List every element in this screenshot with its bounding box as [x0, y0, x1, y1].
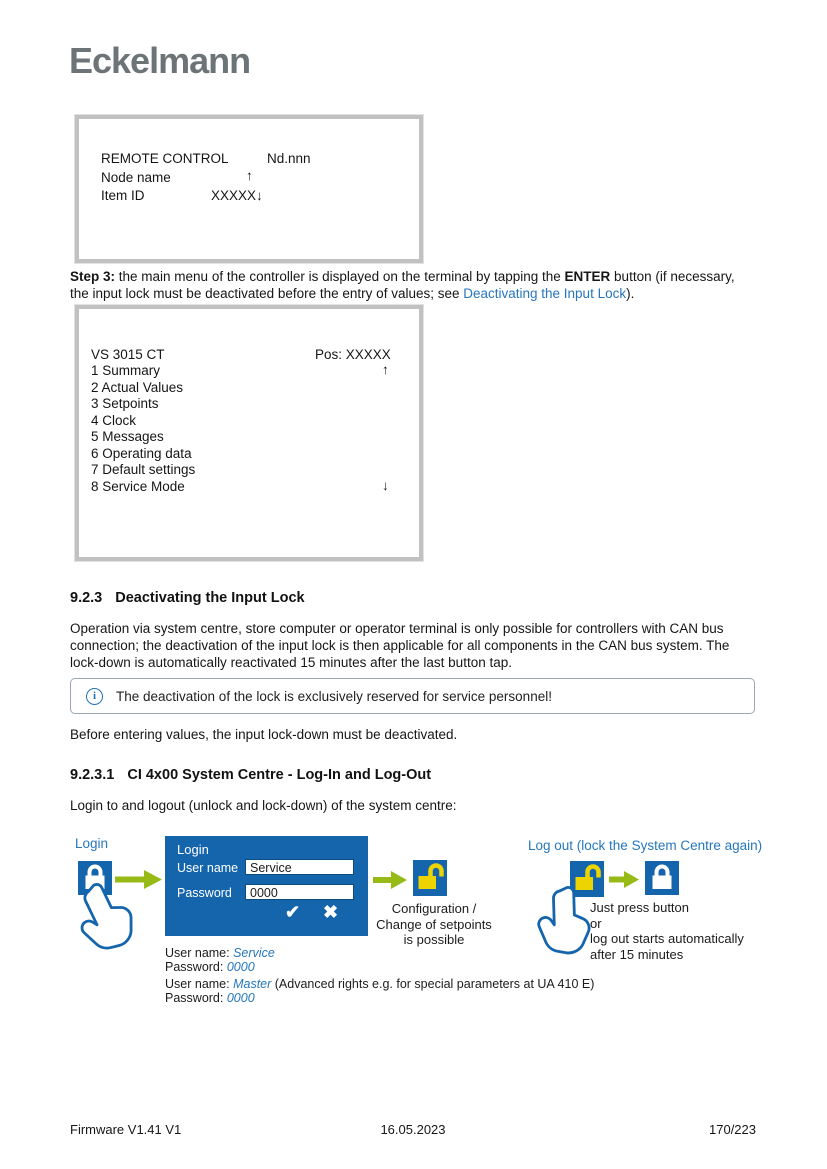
credential-label: Password:	[165, 991, 227, 1005]
menu-item: 1 Summary	[91, 363, 161, 378]
credential-label: User name:	[165, 946, 234, 960]
credential-suffix: (Advanced rights e.g. for special parameters at UA 410 E)	[271, 977, 595, 991]
credential-value: 0000	[226, 960, 255, 974]
section-number: 9.2.3.1	[70, 767, 115, 783]
section-heading-9231	[70, 767, 431, 783]
password-field: 0000	[245, 884, 354, 900]
before-entering-note: Before entering values, the input lock-down must be deactivated.	[70, 727, 458, 742]
caption-line: Just press button	[590, 900, 689, 915]
node-value: Nd.nnn	[267, 151, 311, 166]
menu-item: 4 Clock	[91, 413, 137, 428]
step3-label: Step 3:	[70, 269, 116, 284]
caption-line: is possible	[403, 932, 465, 947]
enter-key-label: ENTER	[564, 269, 611, 284]
credential-label: User name:	[165, 977, 234, 991]
credential-label: Password:	[165, 960, 227, 974]
node-name-label: Node name	[101, 170, 171, 185]
credential-line	[165, 946, 275, 960]
step3-paragraph	[70, 268, 756, 302]
logout-caption	[590, 900, 744, 962]
caption-line: log out starts automatically	[590, 931, 744, 946]
controller-title: VS 3015 CT	[91, 347, 165, 362]
step3-text2: button (if necessary, the input lock must be deactivated before the entry of values; see	[70, 269, 735, 301]
credential-line	[165, 977, 594, 991]
confirm-check-icon: ✔	[285, 902, 301, 922]
section-923-paragraph: Operation via system centre, store computer or operator terminal is only possible for controllers with CAN bus connection; the deactivation of the input lock is then applicable for all components in the CAN bus system. The lock-down is automatically reactivated 15 minutes after the last button tap.	[70, 621, 730, 670]
caption-line: or	[590, 915, 602, 931]
footer-page-number: 170/223	[709, 1122, 756, 1137]
deactivating-input-lock-link[interactable]: Deactivating the Input Lock	[463, 286, 627, 301]
credential-line	[165, 960, 255, 974]
info-note-text: The deactivation of the lock is exclusively reserved for service personnel!	[116, 688, 552, 704]
logout-flow-label: Log out (lock the System Centre again)	[528, 838, 763, 853]
section-number: 9.2.3	[70, 590, 103, 606]
password-label: Password	[177, 886, 232, 900]
username-field: Service	[245, 859, 354, 875]
menu-item: 7 Default settings	[91, 462, 196, 477]
up-arrow-glyph: ↑	[246, 168, 253, 183]
remote-control-title: REMOTE CONTROL	[101, 151, 229, 166]
menu-item: 8 Service Mode	[91, 479, 185, 494]
down-arrow-glyph: ↓	[382, 478, 389, 493]
unlocked-padlock-icon	[413, 860, 447, 896]
menu-item: 3 Setpoints	[91, 396, 159, 411]
arrow-right-icon	[373, 871, 407, 889]
info-note-box	[70, 678, 755, 714]
credential-value: Service	[233, 946, 275, 960]
section-title: CI 4x00 System Centre - Log-In and Log-Out	[127, 767, 432, 783]
cancel-x-icon: ✖	[323, 902, 339, 922]
step3-text3: ).	[626, 286, 635, 301]
pos-value: Pos: XXXXX	[315, 347, 391, 362]
locked-padlock-icon	[645, 861, 679, 895]
step3-text1: the main menu of the controller is displayed on the terminal by tapping the	[115, 269, 565, 284]
dialog-title: Login	[177, 842, 209, 857]
terminal-screen-main-menu	[75, 305, 423, 561]
terminal-screen-remote-control	[75, 115, 423, 263]
section-heading-923	[70, 590, 305, 606]
configuration-caption	[358, 901, 510, 948]
caption-line: after 15 minutes	[590, 946, 684, 962]
info-icon: i	[86, 688, 103, 705]
footer-date: 16.05.2023	[380, 1122, 446, 1137]
menu-item: 6 Operating data	[91, 446, 192, 461]
item-id-value: XXXXX↓	[211, 188, 263, 203]
footer-firmware-version: Firmware V1.41 V1	[70, 1122, 182, 1137]
menu-item: 2 Actual Values	[91, 380, 184, 395]
username-label: User name	[177, 861, 239, 875]
eckelmann-logo: Eckelmann	[69, 40, 251, 81]
caption-line: Change of setpoints	[376, 916, 492, 932]
item-id-label: Item ID	[101, 188, 145, 203]
credential-value: Master	[233, 977, 272, 991]
login-dialog	[165, 836, 368, 936]
caption-line: Configuration /	[391, 901, 477, 916]
login-logout-intro: Login to and logout (unlock and lock-down) of the system centre:	[70, 798, 457, 813]
credential-line	[165, 991, 255, 1005]
login-flow-label: Login	[75, 836, 109, 851]
arrow-right-icon	[609, 871, 639, 888]
up-arrow-glyph: ↑	[382, 362, 389, 377]
credential-value: 0000	[226, 991, 255, 1005]
menu-item: 5 Messages	[91, 429, 164, 444]
section-title: Deactivating the Input Lock	[115, 590, 305, 606]
